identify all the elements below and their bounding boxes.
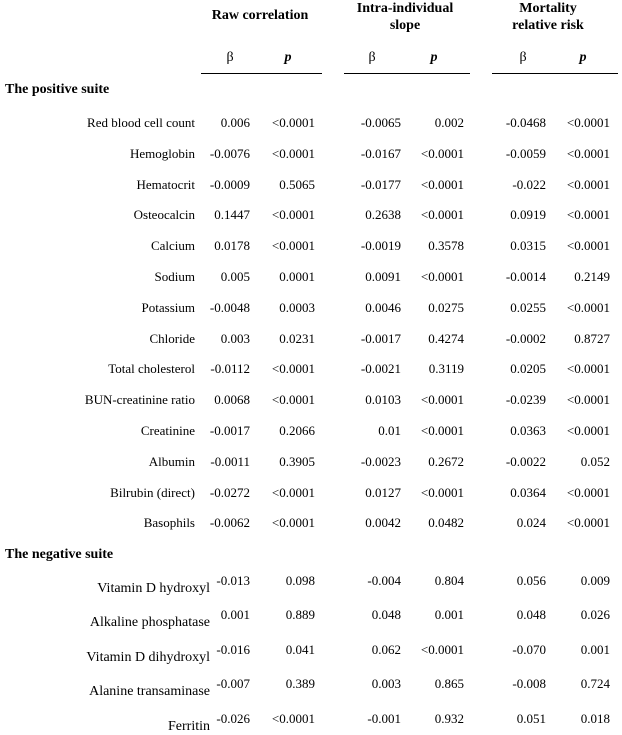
table-cell: 0.003 <box>371 676 401 692</box>
table-cell: <0.0001 <box>271 361 315 377</box>
table-cell: <0.0001 <box>271 238 315 254</box>
table-cell: 0.2672 <box>428 453 464 469</box>
header-beta-mortality: β <box>519 50 527 65</box>
table-cell: 0.0231 <box>279 330 315 346</box>
header-mortality-line1: Mortality <box>519 1 577 16</box>
header-beta-slope: β <box>368 50 376 65</box>
row-label: Hemoglobin <box>130 145 195 161</box>
row-label: Basophils <box>143 515 195 531</box>
table-cell: -0.0019 <box>360 238 401 254</box>
table-cell: <0.0001 <box>420 641 464 657</box>
table-cell: 0.0001 <box>279 269 315 284</box>
table-cell: <0.0001 <box>566 484 610 500</box>
table-cell: -0.0002 <box>505 330 546 346</box>
header-raw-correlation <box>195 7 325 24</box>
table-cell: 0.389 <box>285 676 315 692</box>
table-cell: 0.048 <box>371 607 401 623</box>
table-cell: 0.2638 <box>365 207 401 223</box>
table-cell: 0.889 <box>285 607 315 623</box>
header-mortality-relative-risk <box>483 0 613 34</box>
table-cell: 0.0205 <box>510 361 546 377</box>
table-cell: <0.0001 <box>271 484 315 500</box>
table-cell: 0.01 <box>378 423 401 438</box>
table-cell: 0.0091 <box>365 269 401 284</box>
header-beta-raw: β <box>226 50 234 65</box>
table-cell: 0.056 <box>516 573 546 588</box>
table-cell: 0.3905 <box>279 453 315 469</box>
header-rule-raw <box>201 73 322 74</box>
table-cell: 0.3119 <box>428 361 464 377</box>
row-label: BUN-creatinine ratio <box>84 392 195 408</box>
header-p-raw: p <box>284 50 292 65</box>
row-label: Vitamin D dihydroxyl <box>86 649 210 665</box>
table-cell: <0.0001 <box>271 710 315 726</box>
table-cell: -0.008 <box>512 676 546 692</box>
table-cell: 0.0068 <box>214 392 250 408</box>
table-cell: -0.0017 <box>360 330 401 346</box>
table-cell: -0.0177 <box>360 176 401 192</box>
header-intra-individual-slope <box>340 0 470 34</box>
table-cell: 0.098 <box>285 573 315 588</box>
row-label: Potassium <box>141 299 195 315</box>
table-cell: -0.016 <box>216 641 250 657</box>
table-cell: 0.0178 <box>214 238 250 254</box>
table-cell: 0.932 <box>434 710 464 726</box>
table-cell: 0.048 <box>516 607 546 623</box>
table-cell: -0.0048 <box>209 299 250 315</box>
table-cell: 0.001 <box>580 641 610 657</box>
table-cell: 0.006 <box>220 115 250 130</box>
row-label: Ferritin <box>168 718 210 734</box>
row-label: Osteocalcin <box>133 207 195 223</box>
table-cell: 0.002 <box>434 115 464 130</box>
table-cell: 0.0127 <box>365 484 401 500</box>
table-cell: <0.0001 <box>271 207 315 223</box>
table-cell: 0.0364 <box>510 484 546 500</box>
table-cell: -0.001 <box>367 710 401 726</box>
table-cell: 0.018 <box>580 710 610 726</box>
table-cell: 0.062 <box>371 641 401 657</box>
table-cell: -0.004 <box>367 573 401 588</box>
table-cell: <0.0001 <box>566 145 610 161</box>
header-p-mortality: p <box>579 50 587 65</box>
header-rule-mortality <box>492 73 618 74</box>
table-cell: -0.0014 <box>505 269 546 284</box>
table-cell: -0.013 <box>216 573 250 588</box>
header-intra-individual-line2: slope <box>389 18 421 33</box>
table-cell: -0.0468 <box>505 115 546 130</box>
table-cell: -0.0062 <box>209 515 250 531</box>
table-cell: <0.0001 <box>420 269 464 284</box>
table-cell: <0.0001 <box>420 423 464 438</box>
row-label: Calcium <box>150 238 195 254</box>
table-cell: 0.804 <box>434 573 464 588</box>
row-label: Creatinine <box>140 423 195 438</box>
table-cell: -0.026 <box>216 710 250 726</box>
table-cell: 0.865 <box>434 676 464 692</box>
table-cell: 0.0255 <box>510 299 546 315</box>
table-cell: <0.0001 <box>271 515 315 531</box>
table-cell: <0.0001 <box>566 392 610 408</box>
table-cell: <0.0001 <box>566 115 610 130</box>
table-cell: <0.0001 <box>566 207 610 223</box>
section-title-positive: The positive suite <box>5 82 110 97</box>
table-cell: 0.0103 <box>365 392 401 408</box>
table-cell: -0.0272 <box>209 484 250 500</box>
table-cell: 0.5065 <box>279 176 315 192</box>
table-cell: 0.024 <box>516 515 546 531</box>
table-cell: <0.0001 <box>566 299 610 315</box>
row-label: Alanine transaminase <box>89 684 210 700</box>
table-cell: 0.003 <box>220 330 250 346</box>
row-label: Vitamin D hydroxyl <box>97 581 210 596</box>
row-label: Bilrubin (direct) <box>110 484 195 500</box>
table-cell: -0.0239 <box>505 392 546 408</box>
table-cell: 0.724 <box>580 676 610 692</box>
table-cell: 0.0363 <box>510 423 546 438</box>
table-cell: <0.0001 <box>420 145 464 161</box>
table-cell: <0.0001 <box>420 392 464 408</box>
table-cell: 0.051 <box>516 710 546 726</box>
row-label: Albumin <box>148 453 195 469</box>
table-cell: <0.0001 <box>271 392 315 408</box>
table-cell: 0.0275 <box>428 299 464 315</box>
table-cell: -0.0017 <box>209 423 250 438</box>
table-cell: <0.0001 <box>566 238 610 254</box>
table-cell: -0.0021 <box>360 361 401 377</box>
table-cell: 0.0003 <box>279 299 315 315</box>
table-cell: <0.0001 <box>271 115 315 130</box>
table-cell: 0.8727 <box>574 330 610 346</box>
header-raw-correlation-line1: Raw correlation <box>211 8 309 23</box>
table-cell: -0.007 <box>216 676 250 692</box>
table-cell: -0.0059 <box>505 145 546 161</box>
table-cell: -0.0076 <box>209 145 250 161</box>
header-rule-slope <box>344 73 470 74</box>
table-cell: 0.1447 <box>214 207 250 223</box>
table-cell: -0.0023 <box>360 453 401 469</box>
table-cell: -0.0022 <box>505 453 546 469</box>
table-cell: 0.041 <box>285 641 315 657</box>
table-cell: 0.0042 <box>365 515 401 531</box>
row-label: Alkaline phosphatase <box>89 615 210 631</box>
table-cell: 0.2149 <box>574 269 610 284</box>
row-label: Red blood cell count <box>87 115 195 130</box>
table-cell: 0.4274 <box>428 330 464 346</box>
header-intra-individual-line1: Intra-individual <box>356 1 454 16</box>
table-cell: <0.0001 <box>420 207 464 223</box>
table-cell: 0.005 <box>220 269 250 284</box>
row-label: Sodium <box>154 269 195 284</box>
header-mortality-line2: relative risk <box>512 18 584 33</box>
row-label: Total cholesterol <box>108 361 195 377</box>
table-cell: -0.0112 <box>210 361 250 377</box>
table-cell: <0.0001 <box>420 176 464 192</box>
row-label: Hematocrit <box>136 176 195 192</box>
table-cell: -0.0011 <box>210 453 250 469</box>
table-cell: <0.0001 <box>566 423 610 438</box>
table-cell: -0.0009 <box>209 176 250 192</box>
table-cell: <0.0001 <box>566 176 610 192</box>
table-cell: -0.0065 <box>360 115 401 130</box>
table-cell: 0.3578 <box>428 238 464 254</box>
table-cell: 0.009 <box>580 573 610 588</box>
table-cell: 0.026 <box>580 607 610 623</box>
table-cell: <0.0001 <box>420 484 464 500</box>
table-cell: <0.0001 <box>566 515 610 531</box>
table-cell: 0.0482 <box>428 515 464 531</box>
table-cell: 0.001 <box>220 607 250 623</box>
row-label: Chloride <box>149 330 195 346</box>
table-cell: -0.070 <box>512 641 546 657</box>
table-cell: -0.0167 <box>360 145 401 161</box>
table-cell: -0.022 <box>512 176 546 192</box>
table-cell: <0.0001 <box>271 145 315 161</box>
table-cell: 0.0315 <box>510 238 546 254</box>
section-title-negative: The negative suite <box>5 547 114 562</box>
table-cell: 0.0046 <box>365 299 401 315</box>
table-cell: <0.0001 <box>566 361 610 377</box>
table-cell: 0.0919 <box>510 207 546 223</box>
table-cell: 0.052 <box>580 453 610 469</box>
table-cell: 0.001 <box>434 607 464 623</box>
header-p-slope: p <box>430 50 438 65</box>
table-cell: 0.2066 <box>279 423 315 438</box>
